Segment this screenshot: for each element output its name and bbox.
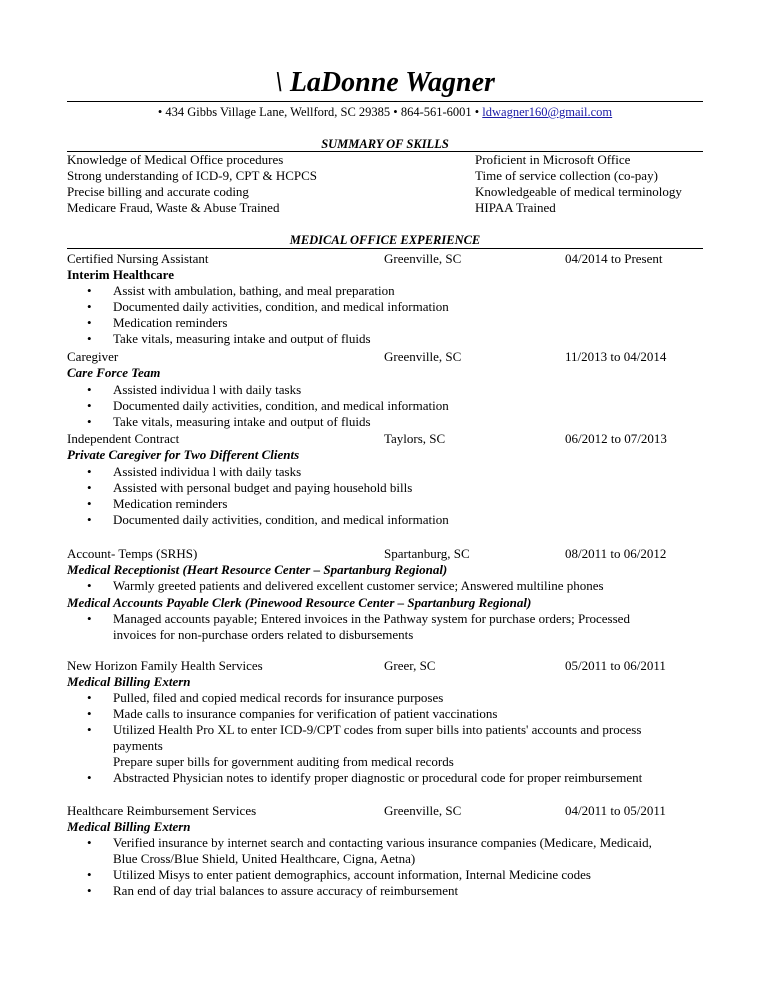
candidate-name: \ LaDonne Wagner: [275, 67, 495, 98]
duty-item: • Documented daily activities, condition, and medical information: [67, 398, 703, 414]
skills-row: [67, 200, 703, 216]
duty-item: • Documented daily activities, condition, and medical information: [67, 512, 703, 528]
duty-item: • Medication reminders: [67, 496, 703, 512]
email-link[interactable]: ldwagner160@gmail.com: [482, 105, 613, 119]
job-header: [67, 251, 703, 267]
skill-right: HIPAA Trained: [475, 200, 556, 215]
duty-item: • Take vitals, measuring intake and output of fluids: [67, 414, 703, 430]
duty-item-continued: Prepare super bills for government auditing from medical records: [113, 754, 454, 769]
job-role: Medical Receptionist (Heart Resource Center – Spartanburg Regional): [67, 562, 448, 577]
job-title: New Horizon Family Health Services: [67, 658, 263, 673]
job-duties: [67, 690, 703, 786]
duty-item: • Medication reminders: [67, 315, 703, 331]
skill-right: Time of service collection (co-pay): [475, 168, 658, 183]
skill-right: Knowledgeable of medical terminology: [475, 184, 682, 199]
duty-item: • Documented daily activities, condition, and medical information: [67, 299, 703, 315]
job-duties: [67, 835, 703, 899]
job-location: Taylors, SC: [384, 431, 446, 446]
job-dates: 05/2011 to 06/2011: [565, 658, 666, 673]
job-title: Account- Temps (SRHS): [67, 546, 198, 561]
experience-title: MEDICAL OFFICE EXPERIENCE: [289, 233, 481, 247]
job-dates: 06/2012 to 07/2013: [565, 431, 667, 446]
skill-right: Proficient in Microsoft Office: [475, 152, 631, 167]
duty-item: • Managed accounts payable; Entered invoices in the Pathway system for purchase orders; Processed: [67, 611, 703, 627]
job-duties: [67, 464, 703, 528]
contact-details: • 434 Gibbs Village Lane, Wellford, SC 29385 • 864-561-6001 •: [157, 105, 480, 119]
job-header: [67, 658, 703, 674]
job-location: Greer, SC: [384, 658, 436, 673]
job-employer: Private Caregiver for Two Different Clients: [67, 447, 300, 462]
job-dates: 04/2011 to 05/2011: [565, 803, 666, 818]
duty-item: • Pulled, filed and copied medical records for insurance purposes: [67, 690, 703, 706]
job-duties: [67, 382, 703, 430]
skills-row: [67, 184, 703, 200]
skills-row: [67, 168, 703, 184]
job-duties: [67, 283, 703, 347]
duty-item: • Abstracted Physician notes to identify proper diagnostic or procedural code for proper reimbursement: [67, 770, 703, 786]
duty-item: • Assisted with personal budget and paying household bills: [67, 480, 703, 496]
duty-item: • Utilized Misys to enter patient demographics, account information, Internal Medicine codes: [67, 867, 703, 883]
job-location: Spartanburg, SC: [384, 546, 470, 561]
job-duties: [67, 578, 703, 594]
duty-item: • Verified insurance by internet search and contacting various insurance companies (Medicare, Medicaid,: [67, 835, 703, 851]
skill-left: Precise billing and accurate coding: [67, 184, 249, 199]
job-location: Greenville, SC: [384, 349, 462, 364]
duty-item-continued: invoices for non-purchase orders related to disbursements: [113, 627, 414, 642]
skill-left: Strong understanding of ICD-9, CPT & HCPCS: [67, 168, 318, 183]
job-duties: [67, 611, 703, 643]
duty-item-continued: payments: [113, 738, 163, 753]
job-role: Medical Billing Extern: [67, 819, 191, 834]
job-employer: Care Force Team: [67, 365, 161, 380]
skills-table: [67, 152, 703, 216]
duty-item-continued: Blue Cross/Blue Shield, United Healthcare, Cigna, Aetna): [113, 851, 416, 866]
job-header: [67, 546, 703, 562]
header-rule: [67, 101, 703, 102]
duty-item: • Assisted individua l with daily tasks: [67, 464, 703, 480]
job-dates: 04/2014 to Present: [565, 251, 663, 266]
job-title: Certified Nursing Assistant: [67, 251, 209, 266]
skill-left: Medicare Fraud, Waste & Abuse Trained: [67, 200, 280, 215]
job-header: [67, 349, 703, 365]
experience-rule: [67, 248, 703, 249]
duty-item: • Assisted individua l with daily tasks: [67, 382, 703, 398]
job-role-secondary: Medical Accounts Payable Clerk (Pinewood Resource Center – Spartanburg Regional): [67, 595, 532, 610]
duty-item: • Take vitals, measuring intake and output of fluids: [67, 331, 703, 347]
job-employer: Interim Healthcare: [67, 267, 174, 282]
job-header: [67, 803, 703, 819]
job-location: Greenville, SC: [384, 803, 462, 818]
job-title: Independent Contract: [67, 431, 180, 446]
job-role: Medical Billing Extern: [67, 674, 191, 689]
job-title: Caregiver: [67, 349, 119, 364]
duty-item: • Made calls to insurance companies for verification of patient vaccinations: [67, 706, 703, 722]
duty-item: • Ran end of day trial balances to assure accuracy of reimbursement: [67, 883, 703, 899]
contact-line: [67, 104, 703, 120]
skill-left: Knowledge of Medical Office procedures: [67, 152, 284, 167]
duty-item: • Assist with ambulation, bathing, and meal preparation: [67, 283, 703, 299]
job-title: Healthcare Reimbursement Services: [67, 803, 257, 818]
duty-item: • Warmly greeted patients and delivered excellent customer service; Answered multiline phones: [67, 578, 703, 594]
duty-item: • Utilized Health Pro XL to enter ICD-9/CPT codes from super bills into patients' accounts and process: [67, 722, 703, 738]
job-dates: 11/2013 to 04/2014: [565, 349, 667, 364]
job-location: Greenville, SC: [384, 251, 462, 266]
skills-title: SUMMARY OF SKILLS: [321, 137, 449, 151]
job-dates: 08/2011 to 06/2012: [565, 546, 667, 561]
skills-row: [67, 152, 703, 168]
job-header: [67, 431, 703, 447]
